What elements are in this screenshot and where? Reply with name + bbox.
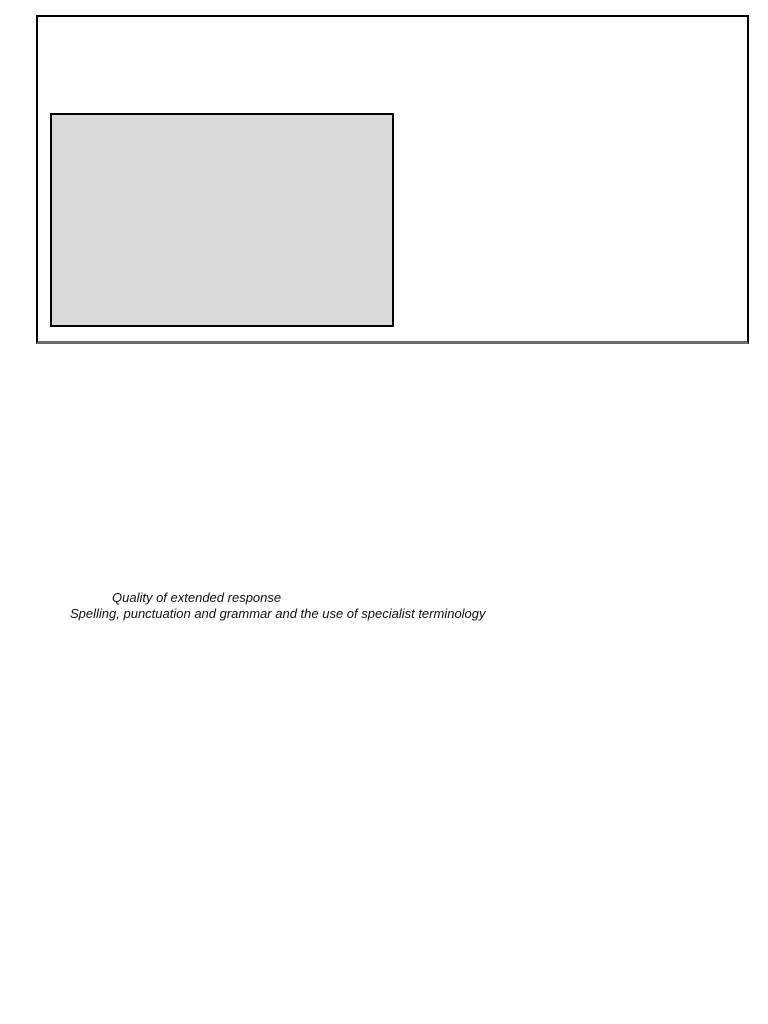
image-placeholder-box bbox=[50, 113, 394, 327]
caption-line-spelling-punctuation-grammar: Spelling, punctuation and grammar and the use of specialist terminology bbox=[70, 606, 486, 621]
figure-frame bbox=[36, 15, 749, 344]
caption-line-quality-of-extended-response: Quality of extended response bbox=[112, 590, 282, 605]
